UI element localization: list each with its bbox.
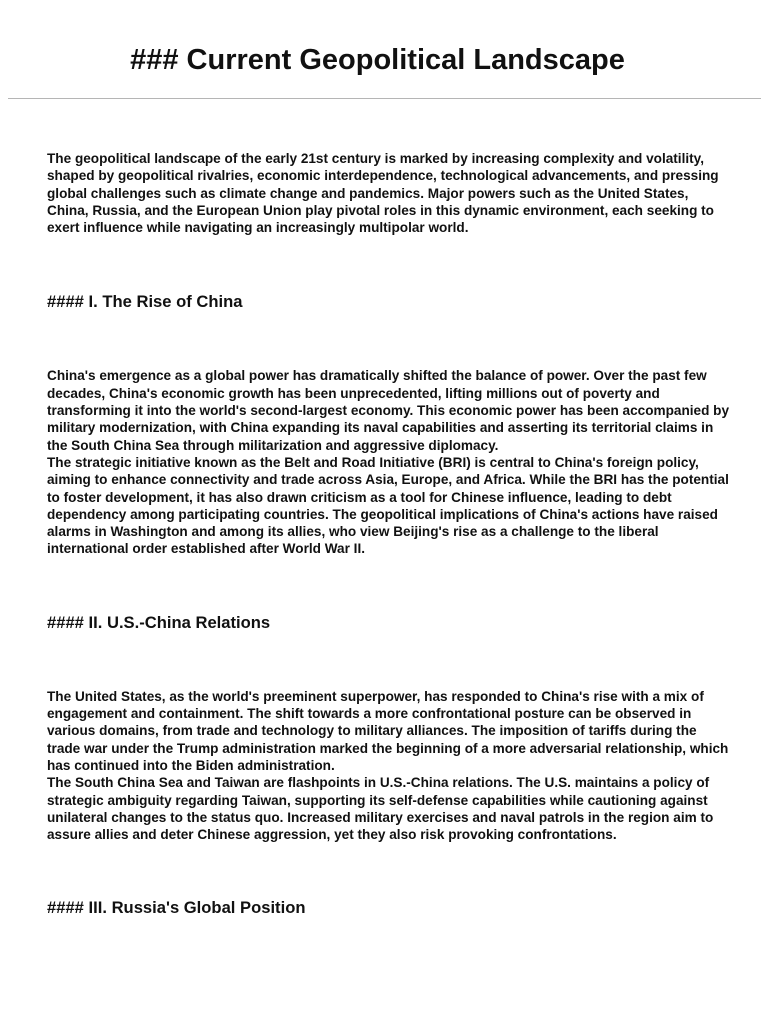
title-divider [8,98,761,99]
section-paragraph: The United States, as the world's preeminent superpower, has responded to China's rise with a mix of engagement and containment. The shift towards a more confrontational posture can be observed in various domains, from trade and technology to military alliances. The imposition of tariffs during the trade war under the Trump administration marked the beginning of a more adversarial relationship, which has continued into the Biden administration. [47,688,729,773]
section-paragraph: China's emergence as a global power has dramatically shifted the balance of power. Over the past few decades, China's economic growth has been unprecedented, lifting millions out of poverty and transforming it into the world's second-largest economy. This economic power has been accompanied by military modernization, with China expanding its naval capabilities and asserting its territorial claims in the South China Sea through militarization and aggressive diplomacy. [47,368,730,453]
section-heading-us-china-relations: #### II. U.S.-China Relations [47,612,271,632]
document-body [47,150,731,919]
section-heading-rise-of-china: #### I. The Rise of China [47,292,243,312]
section-heading-russia-global-position: #### III. Russia's Global Position [47,898,306,918]
section-paragraph: The South China Sea and Taiwan are flashpoints in U.S.-China relations. The U.S. maintains a policy of strategic ambiguity regarding Taiwan, supporting its self-defense capabilities while cautioning against unilateral changes to the status quo. Increased military exercises and naval patrols in the region aim to assure allies and deter Chinese aggression, yet they also risk provoking confrontations. [47,775,714,843]
intro-paragraph: The geopolitical landscape of the early 21st century is marked by increasing complexity and volatility, shaped by geopolitical rivalries, economic interdependence, technological advancements, and pressing global challenges such as climate change and pandemics. Major powers such as the United States, China, Russia, and the European Union play pivotal roles in this dynamic environment, each seeking to exert influence while navigating an increasingly multipolar world. [47,151,719,236]
section-paragraph: The strategic initiative known as the Belt and Road Initiative (BRI) is central to China's foreign policy, aiming to enhance connectivity and trade across Asia, Europe, and Africa. While the BRI has the potential to foster development, it has also drawn criticism as a tool for Chinese influence, leading to debt dependency among participating countries. The geopolitical implications of China's actions have raised alarms in Washington and among its allies, who view Beijing's rise as a challenge to the liberal international order established after World War II. [47,454,729,557]
page-title: ### Current Geopolitical Landscape [130,44,625,76]
